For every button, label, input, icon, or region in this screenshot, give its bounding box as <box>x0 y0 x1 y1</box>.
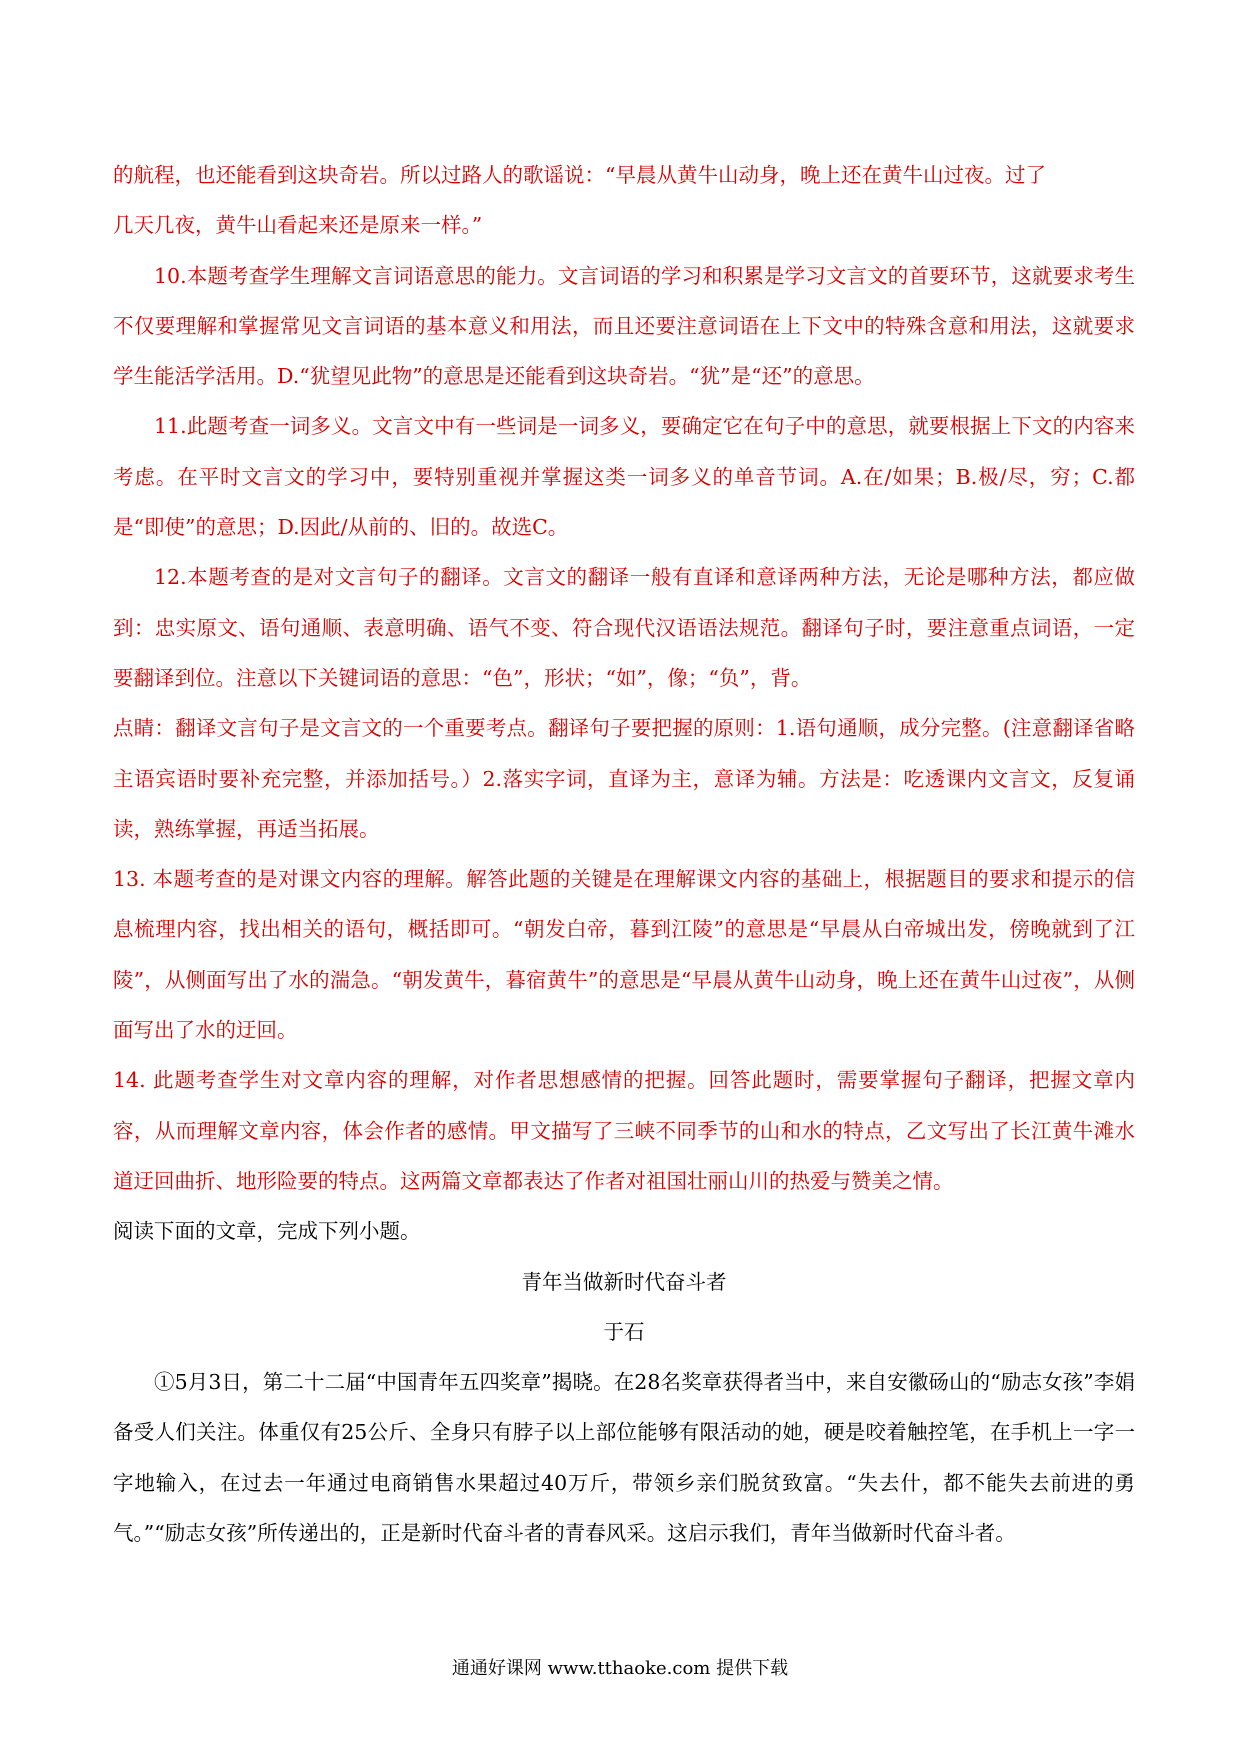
page-footer: 通通好课网 www.tthaoke.com 提供下载 <box>451 1658 789 1679</box>
page-content <box>113 150 1135 1558</box>
answer-tip: 点睛：翻译文言句子是文言文的一个重要考点。翻译句子要把握的原则：1.语句通顺，成分完整。(注意翻译省略主语宾语时要补充完整，并添加括号。）2.落实字词，直译为主，意译为辅。方法是：吃透课内文言文，反复诵读，熟练掌握，再适当拓展。 <box>113 716 1135 841</box>
article-paragraph-1: ①5月3日，第二十二届“中国青年五四奖章”揭晓。在28名奖章获得者当中，来自安徽砀山的“励志女孩”李娟备受人们关注。体重仅有25公斤、全身只有脖子以上部位能够有限活动的她，硬是咬着触控笔，在手机上一字一字地输入，在过去一年通过电商销售水果超过40万斤，带领乡亲们脱贫致富。“失去什，都不能失去前进的勇气。”“励志女孩”所传递出的，正是新时代奋斗者的青春风采。这启示我们，青年当做新时代奋斗者。 <box>113 1370 1135 1546</box>
reading-instruction: 阅读下面的文章，完成下列小题。 <box>113 1219 421 1244</box>
answer-continuation-line-2: 几天几夜，黄牛山看起来还是原来一样。” <box>113 213 483 238</box>
answer-continuation-line-1: 的航程，也还能看到这块奇岩。所以过路人的歌谣说：“早晨从黄牛山动身，晚上还在黄牛山过夜。过了 <box>113 163 1046 187</box>
answer-q11: 11.此题考查一词多义。文言文中有一些词是一词多义，要确定它在句子中的意思，就要根据上下文的内容来考虑。在平时文言文的学习中，要特别重视并掌握这类一词多义的单音节词。A.在/如果；B.极/尽，穷；C.都是“即使”的意思；D.因此/从前的、旧的。故选C。 <box>113 414 1135 540</box>
answer-q12: 12.本题考查的是对文言句子的翻译。文言文的翻译一般有直译和意译两种方法，无论是哪种方法，都应做到：忠实原文、语句通顺、表意明确、语气不变、符合现代汉语语法规范。翻译句子时，要注意重点词语，一定要翻译到位。注意以下关键词语的意思：“色”，形状；“如”，像；“负”，背。 <box>113 565 1135 690</box>
answer-q10: 10.本题考查学生理解文言词语意思的能力。文言词语的学习和积累是学习文言文的首要环节，这就要求考生不仅要理解和掌握常见文言词语的基本意义和用法，而且还要注意词语在上下文中的特殊含意和用法，这就要求学生能活学活用。D.“犹望见此物”的意思是还能看到这块奇岩。“犹”是“还”的意思。 <box>113 263 1135 389</box>
article-author: 于石 <box>603 1319 645 1344</box>
answer-q14: 14. 此题考查学生对文章内容的理解，对作者思想感情的把握。回答此题时，需要掌握句子翻译，把握文章内容，从而理解文章内容，体会作者的感情。甲文描写了三峡不同季节的山和水的特点，乙文写出了长江黄牛滩水道迂回曲折、地形险要的特点。这两篇文章都表达了作者对祖国壮丽山川的热爱与赞美之情。 <box>113 1068 1135 1193</box>
answer-q13: 13. 本题考查的是对课文内容的理解。解答此题的关键是在理解课文内容的基础上，根据题目的要求和提示的信息梳理内容，找出相关的语句，概括即可。“朝发白帝，暮到江陵”的意思是“早晨从白帝城出发，傍晚就到了江陵”，从侧面写出了水的湍急。“朝发黄牛，暮宿黄牛”的意思是“早晨从黄牛山动身，晚上还在黄牛山过夜”，从侧面写出了水的迂回。 <box>113 867 1135 1043</box>
article-title: 青年当做新时代奋斗者 <box>521 1269 727 1294</box>
